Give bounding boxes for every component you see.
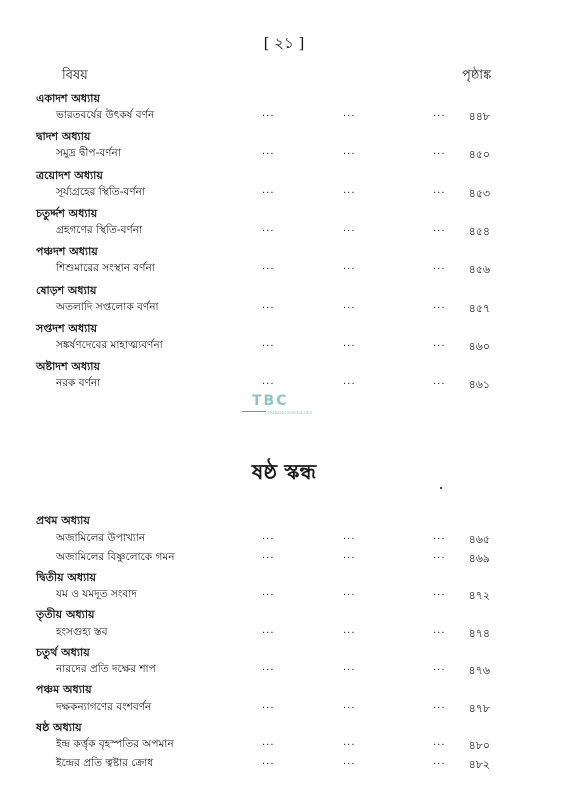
dot-leader: ...	[343, 337, 356, 349]
dot-leader: ...	[343, 108, 356, 119]
dot-leader: ...	[343, 376, 356, 388]
dot-leader: ...	[343, 299, 356, 311]
page-column-header: পৃষ্ঠাঙ্ক	[462, 68, 492, 83]
chapter-heading	[0, 90, 568, 109]
dot-leader: ...	[262, 549, 275, 561]
chapter-heading	[0, 282, 568, 301]
dot-leader: ...	[262, 737, 275, 748]
dot-leader: ...	[433, 108, 446, 119]
dot-leader: ...	[433, 549, 446, 561]
chapter-name: দ্বাদশ অধ্যায়	[36, 130, 91, 144]
entry-title: গ্রহগণের স্থিতি-বর্ণনা	[56, 223, 143, 236]
chapter-name: ষোড়শ অধ্যায়	[36, 283, 97, 297]
entry-title: হংসগুহ্য স্তব	[56, 625, 108, 638]
entry-page-number: ৪৬০	[468, 339, 490, 353]
dot-leader: ...	[343, 587, 356, 598]
dot-leader: ...	[433, 184, 446, 196]
watermark-underline	[242, 411, 266, 412]
dot-leader: ...	[343, 662, 356, 673]
chapter-name: তৃতীয় অধ্যায়	[36, 608, 95, 621]
chapter-heading	[0, 681, 568, 700]
chapter-name: একাদশ অধ্যায়	[36, 92, 100, 105]
entry-page-number: ৪৮০	[468, 739, 490, 752]
dot-leader: ...	[262, 184, 275, 196]
toc-entry	[0, 300, 568, 319]
dot-leader: ...	[343, 222, 356, 234]
toc-entry	[0, 185, 568, 204]
chapter-heading	[0, 243, 568, 262]
stray-mark	[440, 487, 442, 489]
dot-leader: ...	[433, 376, 446, 388]
dot-leader: ...	[433, 222, 446, 234]
toc-entry	[0, 662, 568, 681]
dot-leader: ...	[262, 108, 275, 119]
dot-leader: ...	[433, 737, 446, 748]
entry-title: শিশুমারের সংস্থান বর্ণনা	[56, 262, 155, 275]
toc-entry	[0, 737, 568, 756]
entry-title: দক্ষকন্যাগণের বংশবর্ণন	[56, 700, 152, 713]
dot-leader: ...	[433, 756, 446, 767]
chapter-name: অষ্টাদশ অধ্যায়	[36, 360, 100, 374]
entry-title: সঙ্কর্ষণদেবের মাহাত্ম্যবর্ণনা	[56, 338, 163, 351]
toc-entry	[0, 146, 568, 165]
entry-page-number: ৪৭৬	[468, 664, 490, 677]
chapter-heading	[0, 644, 568, 663]
entry-page-number: ৪৭৪	[468, 626, 490, 640]
entry-title: ইন্দ্র কর্ত্তৃক বৃহস্পতির অপমান	[56, 738, 174, 750]
dot-leader: ...	[433, 662, 446, 673]
entry-page-number: ৪৬৯	[468, 551, 490, 565]
toc-entry	[0, 625, 568, 644]
dot-leader: ...	[343, 737, 356, 748]
entry-title: ভারতবর্ষের উৎকর্ষ বর্ণন	[56, 109, 155, 121]
dot-leader: ...	[343, 624, 356, 636]
chapter-name: ত্রয়োদশ অধ্যায়	[36, 168, 103, 182]
dot-leader: ...	[343, 146, 356, 158]
chapter-name: দ্বিতীয় অধ্যায়	[36, 570, 96, 584]
entry-page-number: ৪৬৫	[468, 532, 490, 546]
chapter-heading	[0, 128, 568, 147]
chapter-name: চতুর্থ অধ্যায়	[36, 645, 90, 659]
dot-leader: ...	[343, 699, 356, 711]
dot-leader: ...	[343, 261, 356, 273]
dot-leader: ...	[433, 624, 446, 636]
watermark-logo	[238, 377, 313, 417]
dot-leader: ...	[262, 222, 275, 234]
entry-title: যম ও যমদূত সংবাদ	[56, 588, 137, 600]
toc-entry	[0, 531, 568, 550]
chapter-heading	[0, 205, 568, 224]
entry-title: নরক বর্ণনা	[56, 377, 101, 390]
entry-title: নারদের প্রতি দক্ষের শাপ	[56, 663, 156, 675]
chapter-heading	[0, 358, 568, 377]
chapter-name: সপ্তদশ অধ্যায়	[36, 321, 97, 335]
subject-column-header: বিষয়	[62, 68, 88, 83]
chapter-heading	[0, 320, 568, 339]
chapter-heading	[0, 167, 568, 186]
watermark-url: thebookcornerbd.com	[268, 410, 313, 415]
entry-page-number: ৪৬১	[468, 378, 490, 392]
chapter-name: পঞ্চম অধ্যায়	[36, 683, 92, 696]
section-title: ষষ্ঠ স্কন্ধ	[251, 460, 317, 484]
entry-page-number: ৪৭২	[468, 589, 490, 602]
dot-leader: ...	[262, 299, 275, 311]
entry-title: অজামিলের বিষ্ণুলোকে গমন	[56, 550, 175, 563]
entry-page-number: ৪৫৩	[468, 186, 490, 200]
toc-entry	[0, 587, 568, 606]
dot-leader: ...	[433, 337, 446, 349]
dot-leader: ...	[262, 146, 275, 158]
dot-leader: ...	[433, 699, 446, 711]
chapter-name: ষষ্ঠ অধ্যায়	[36, 720, 82, 734]
dot-leader: ...	[343, 184, 356, 196]
entry-title: সমুদ্র দ্বীপ-বর্ণনা	[56, 147, 121, 160]
entry-title: অতলাদি সপ্তলোক বর্ণনা	[56, 300, 159, 313]
entry-page-number: ৪৫০	[468, 148, 490, 162]
dot-leader: ...	[262, 662, 275, 673]
entry-title: অজামিলের উপাখ্যান	[56, 531, 146, 544]
page-number: [ ২১ ]	[263, 34, 305, 52]
entry-page-number: ৪৫৪	[468, 224, 490, 238]
chapter-name: চতুর্দ্দশ অধ্যায়	[36, 206, 98, 220]
watermark-text: TBC	[252, 393, 289, 409]
dot-leader: ...	[343, 549, 356, 561]
chapter-name: পঞ্চদশ অধ্যায়	[36, 245, 98, 259]
dot-leader: ...	[433, 261, 446, 273]
entry-title: সূর্য্যগ্রহের স্থিতি-বর্ণনা	[56, 185, 145, 198]
chapter-heading	[0, 719, 568, 738]
entry-page-number: ৪৭৮	[468, 701, 490, 715]
dot-leader: ...	[343, 756, 356, 767]
dot-leader: ...	[433, 146, 446, 158]
dot-leader: ...	[433, 587, 446, 598]
dot-leader: ...	[262, 756, 275, 767]
entry-page-number: ৪৪৮	[468, 110, 490, 123]
entry-page-number: ৪৮২	[468, 758, 490, 771]
entry-page-number: ৪৫৬	[468, 263, 490, 277]
dot-leader: ...	[262, 587, 275, 598]
entry-title: ইন্দ্রের প্রতি ত্বষ্টার ক্রোধ	[56, 757, 154, 769]
toc-entry	[0, 700, 568, 719]
chapter-heading	[0, 606, 568, 625]
dot-leader: ...	[262, 337, 275, 349]
dot-leader: ...	[343, 530, 356, 542]
dot-leader: ...	[262, 261, 275, 273]
toc-entry	[0, 550, 568, 569]
dot-leader: ...	[433, 530, 446, 542]
toc-entry	[0, 261, 568, 280]
dot-leader: ...	[262, 376, 275, 388]
dot-leader: ...	[262, 624, 275, 636]
toc-entry	[0, 338, 568, 357]
entry-page-number: ৪৫৭	[468, 301, 490, 315]
chapter-heading	[0, 512, 568, 531]
toc-entry	[0, 108, 568, 127]
chapter-name: প্রথম অধ্যায়	[36, 514, 90, 527]
dot-leader: ...	[433, 299, 446, 311]
toc-entry	[0, 223, 568, 242]
chapter-heading	[0, 569, 568, 588]
dot-leader: ...	[262, 699, 275, 711]
dot-leader: ...	[262, 530, 275, 542]
toc-entry	[0, 756, 568, 775]
